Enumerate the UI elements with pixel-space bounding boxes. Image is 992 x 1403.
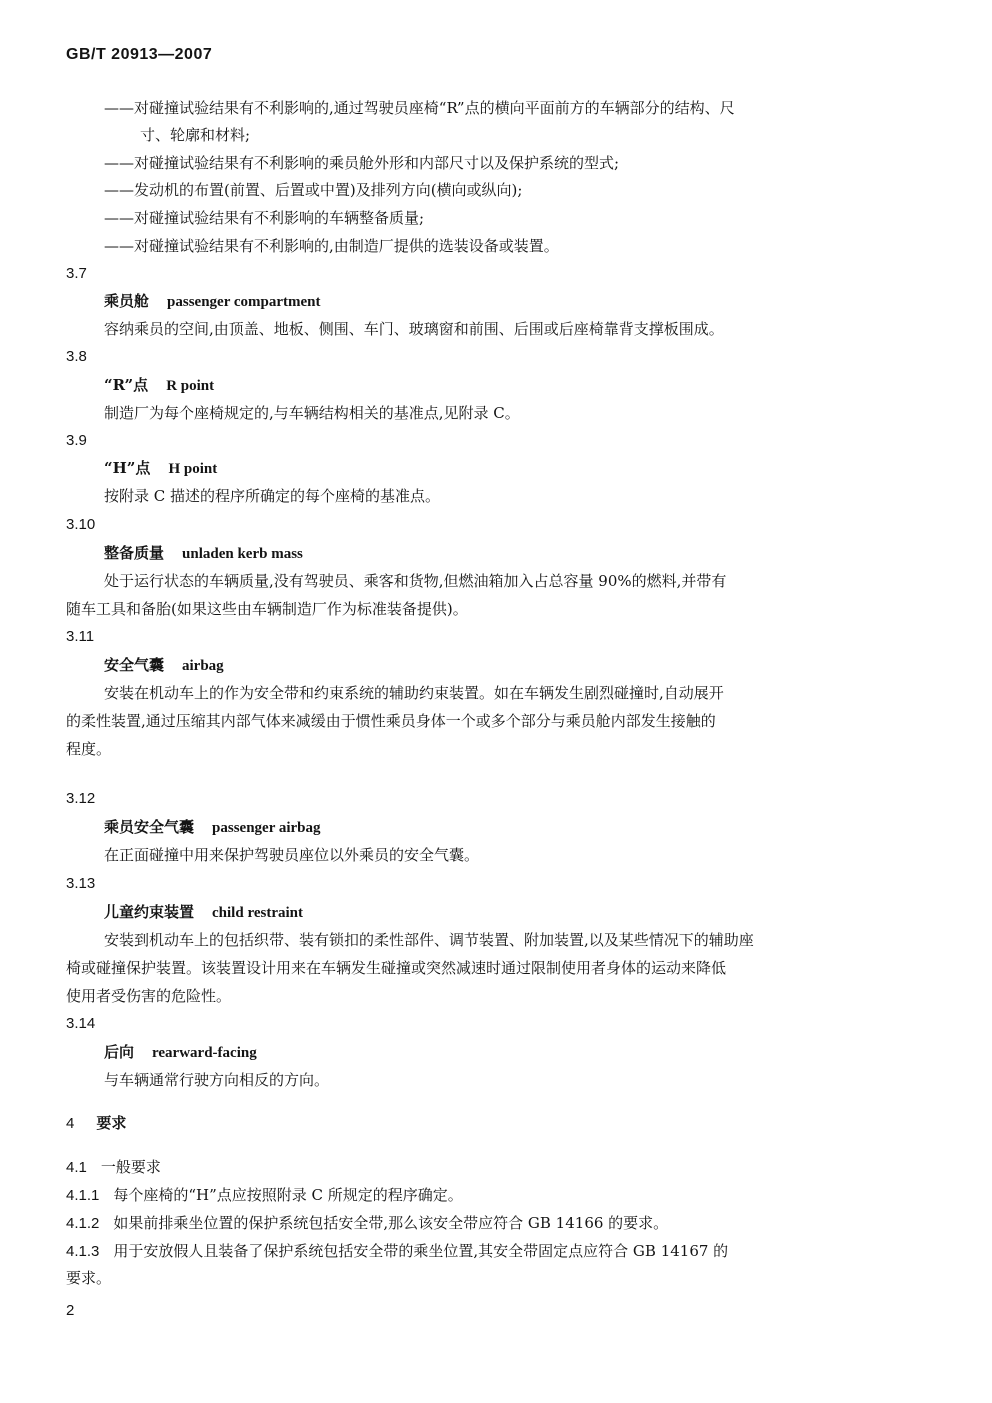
clause-text: 如果前排乘坐位置的保护系统包括安全带,那么该安全带应符合 GB 14166 的要求。 xyxy=(113,1214,669,1232)
term-zh: 整备质量 xyxy=(104,544,165,562)
definition-term xyxy=(104,1042,257,1063)
term-en: H point xyxy=(168,461,218,477)
definition-number: 3.7 xyxy=(66,265,87,282)
list-item: ——发动机的布置(前置、后置或中置)及排列方向(横向或纵向); xyxy=(104,181,523,199)
definition-term xyxy=(104,902,303,923)
definition-number: 3.11 xyxy=(66,628,95,645)
list-item: ——对碰撞试验结果有不利影响的车辆整备质量; xyxy=(104,209,425,227)
clause-number: 4.1.1 xyxy=(66,1187,100,1204)
definition-term xyxy=(104,655,224,676)
definition-text-continuation: 程度。 xyxy=(66,740,112,758)
definition-term xyxy=(104,375,214,396)
clause-text: 每个座椅的“H”点应按照附录 C 所规定的程序确定。 xyxy=(113,1186,463,1204)
definition-text-continuation: 随车工具和备胎(如果这些由车辆制造厂作为标准装备提供)。 xyxy=(66,600,468,618)
definition-text-continuation: 使用者受伤害的危险性。 xyxy=(66,987,232,1005)
definition-text: 安装到机动车上的包括织带、装有锁扣的柔性部件、调节装置、附加装置,以及某些情况下的辅助座 xyxy=(104,931,754,949)
term-zh: 安全气囊 xyxy=(104,656,165,674)
term-zh: 乘员安全气囊 xyxy=(104,818,195,836)
definition-text: 安装在机动车上的作为安全带和约束系统的辅助约束装置。如在车辆发生剧烈碰撞时,自动展开 xyxy=(104,684,724,702)
term-en: unladen kerb mass xyxy=(182,546,303,562)
section-title: 要求 xyxy=(96,1114,127,1132)
term-en: passenger airbag xyxy=(212,820,321,836)
clause-number: 4.1.2 xyxy=(66,1215,100,1232)
clause-number: 4.1.3 xyxy=(66,1243,100,1260)
definition-text-continuation: 椅或碰撞保护装置。该装置设计用来在车辆发生碰撞或突然减速时通过限制使用者身体的运动来降低 xyxy=(66,959,727,977)
definition-text: 容纳乘员的空间,由顶盖、地板、侧围、车门、玻璃窗和前围、后围或后座椅靠背支撑板围成。 xyxy=(104,320,724,338)
definition-number: 3.12 xyxy=(66,790,96,807)
clause xyxy=(66,1241,728,1262)
clause xyxy=(66,1213,668,1234)
definition-term xyxy=(104,291,320,312)
list-item: ——对碰撞试验结果有不利影响的,通过驾驶员座椅“R”点的横向平面前方的车辆部分的结构、尺 xyxy=(104,99,735,117)
term-en: airbag xyxy=(182,658,224,674)
definition-term xyxy=(104,458,217,479)
term-en: rearward-facing xyxy=(152,1045,257,1061)
definition-number: 3.13 xyxy=(66,875,96,892)
clause xyxy=(66,1185,463,1206)
definition-term xyxy=(104,817,321,838)
list-item: ——对碰撞试验结果有不利影响的,由制造厂提供的选装设备或装置。 xyxy=(104,237,559,255)
definition-number: 3.8 xyxy=(66,348,87,365)
definition-number: 3.14 xyxy=(66,1015,96,1032)
definition-text: 处于运行状态的车辆质量,没有驾驶员、乘客和货物,但燃油箱加入占总容量 90%的燃料,并带有 xyxy=(104,572,727,590)
list-item-continuation: 寸、轮廓和材料; xyxy=(140,126,251,144)
term-zh: 乘员舱 xyxy=(104,292,150,310)
definition-text: 按附录 C 描述的程序所确定的每个座椅的基准点。 xyxy=(104,487,441,505)
definition-number: 3.9 xyxy=(66,432,87,449)
section-number: 4 xyxy=(66,1115,75,1132)
term-en: child restraint xyxy=(212,905,303,921)
definition-text-continuation: 的柔性装置,通过压缩其内部气体来减缓由于惯性乘员身体一个或多个部分与乘员舱内部发生接触的 xyxy=(66,712,716,730)
clause-number: 4.1 xyxy=(66,1159,87,1176)
list-item: ——对碰撞试验结果有不利影响的乘员舱外形和内部尺寸以及保护系统的型式; xyxy=(104,154,620,172)
term-zh: 儿童约束装置 xyxy=(104,903,195,921)
term-zh: 后向 xyxy=(104,1043,135,1061)
document-header: GB/T 20913—2007 xyxy=(66,46,213,63)
definition-term xyxy=(104,543,303,564)
term-zh: “R”点 xyxy=(104,376,149,394)
clause-continuation: 要求。 xyxy=(66,1269,112,1287)
clause xyxy=(66,1157,161,1178)
term-en: passenger compartment xyxy=(167,294,321,310)
term-zh: “H”点 xyxy=(104,459,151,477)
clause-text: 一般要求 xyxy=(100,1158,161,1176)
clause-text: 用于安放假人且装备了保护系统包括安全带的乘坐位置,其安全带固定点应符合 GB 14167 的 xyxy=(113,1242,729,1260)
definition-number: 3.10 xyxy=(66,516,96,533)
definition-text: 与车辆通常行驶方向相反的方向。 xyxy=(104,1071,330,1089)
definition-text: 制造厂为每个座椅规定的,与车辆结构相关的基准点,见附录 C。 xyxy=(104,404,520,422)
section-heading xyxy=(66,1113,126,1134)
definition-text: 在正面碰撞中用来保护驾驶员座位以外乘员的安全气囊。 xyxy=(104,846,480,864)
term-en: R point xyxy=(166,378,215,394)
page-number: 2 xyxy=(66,1302,75,1319)
